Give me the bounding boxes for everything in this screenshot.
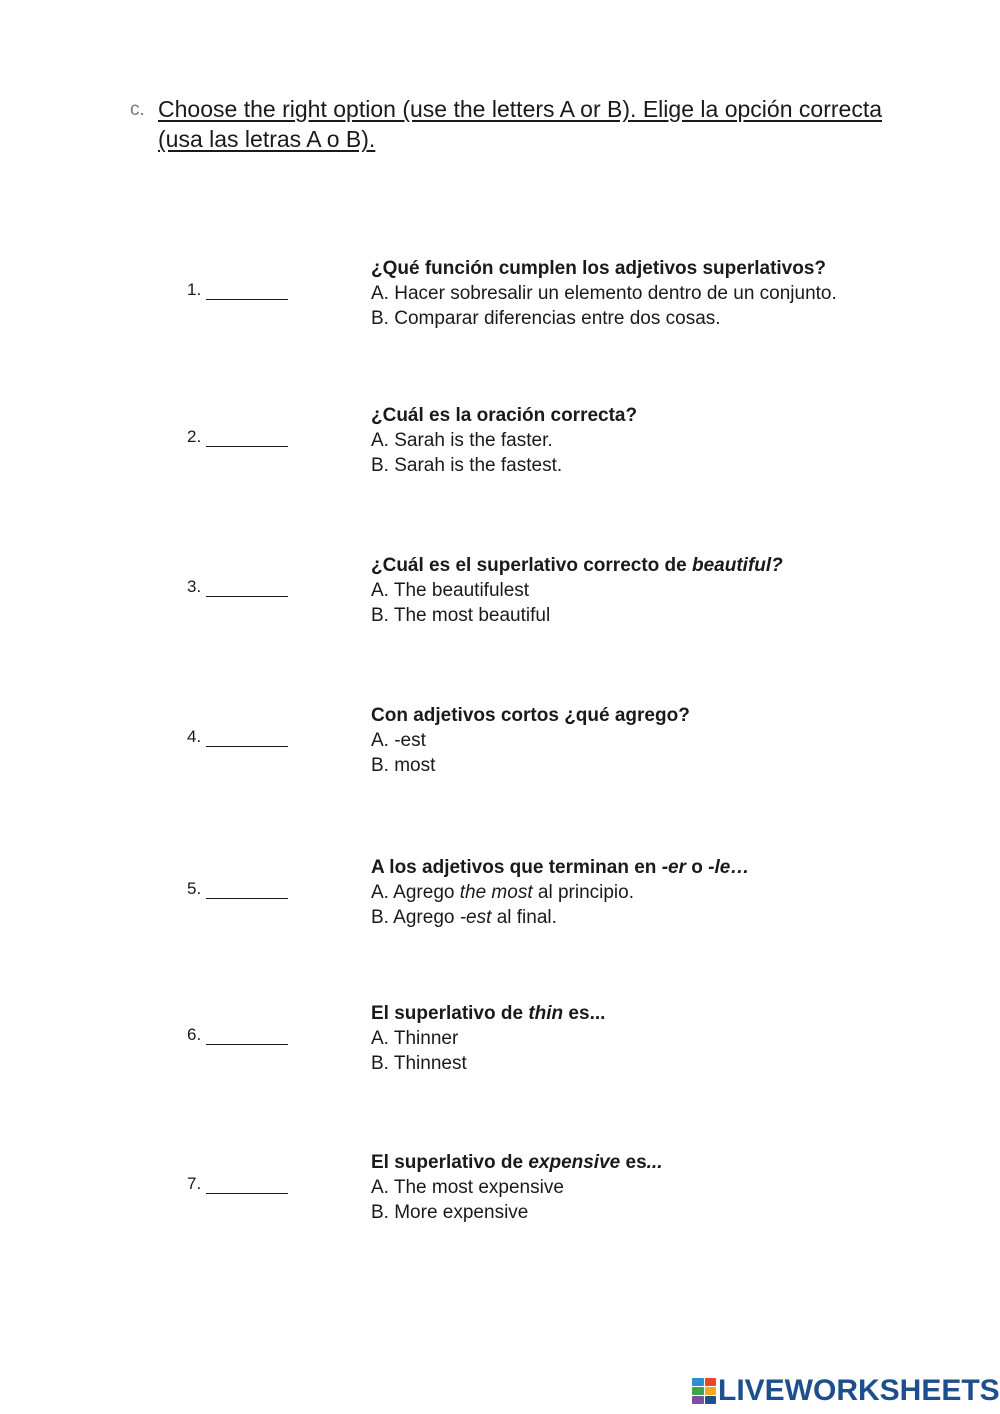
option-a: A. The most expensive bbox=[371, 1177, 564, 1198]
answer-slot bbox=[187, 280, 288, 300]
option-b: B. Sarah is the fastest. bbox=[371, 455, 563, 476]
option-a: A. Thinner bbox=[371, 1028, 459, 1049]
option-b: B. Agrego -est al final. bbox=[371, 907, 557, 928]
answer-blank[interactable] bbox=[206, 1177, 288, 1194]
question-block bbox=[371, 1001, 605, 1076]
answer-blank[interactable] bbox=[206, 430, 288, 447]
question-title: ¿Cuál es la oración correcta? bbox=[371, 405, 638, 426]
question-title: El superlativo de thin es... bbox=[371, 1003, 606, 1024]
answer-blank[interactable] bbox=[206, 283, 288, 300]
question-title: ¿Qué función cumplen los adjetivos superlativos? bbox=[371, 258, 827, 279]
question-block bbox=[371, 855, 749, 930]
question-title: Con adjetivos cortos ¿qué agrego? bbox=[371, 705, 690, 726]
liveworksheets-brand bbox=[692, 1374, 1000, 1408]
answer-blank[interactable] bbox=[206, 730, 288, 747]
logo-tile bbox=[705, 1396, 717, 1404]
question-title: El superlativo de expensive es... bbox=[371, 1152, 663, 1173]
question-number: 7. bbox=[187, 1174, 202, 1193]
logo-tile bbox=[692, 1387, 704, 1395]
option-a: A. -est bbox=[371, 730, 426, 751]
answer-slot bbox=[187, 1174, 288, 1194]
answer-blank[interactable] bbox=[206, 1028, 288, 1045]
question-block bbox=[371, 403, 637, 478]
option-a: A. The beautifulest bbox=[371, 580, 530, 601]
option-b: B. Comparar diferencias entre dos cosas. bbox=[371, 308, 721, 329]
brand-text: LIVEWORKSHEETS bbox=[718, 1374, 1000, 1407]
answer-slot bbox=[187, 879, 288, 899]
question-block bbox=[371, 1150, 663, 1225]
option-a: A. Agrego the most al principio. bbox=[371, 882, 634, 903]
question-item bbox=[0, 403, 1000, 483]
question-item bbox=[0, 256, 1000, 336]
question-block bbox=[371, 256, 837, 331]
question-item bbox=[0, 703, 1000, 783]
logo-tile bbox=[705, 1387, 717, 1395]
question-item bbox=[0, 1001, 1000, 1081]
question-number: 5. bbox=[187, 879, 202, 898]
answer-slot bbox=[187, 1025, 288, 1045]
option-a: A. Sarah is the faster. bbox=[371, 430, 553, 451]
question-number: 1. bbox=[187, 280, 202, 299]
question-item bbox=[0, 553, 1000, 633]
option-b: B. More expensive bbox=[371, 1202, 529, 1223]
logo-tile bbox=[705, 1378, 717, 1386]
option-b: B. The most beautiful bbox=[371, 605, 551, 626]
question-block bbox=[371, 553, 783, 628]
question-number: 6. bbox=[187, 1025, 202, 1044]
question-title: A los adjetivos que terminan en -er o -le… bbox=[371, 857, 750, 878]
question-number: 4. bbox=[187, 727, 202, 746]
option-b: B. Thinnest bbox=[371, 1053, 467, 1074]
liveworksheets-logo-icon bbox=[692, 1378, 716, 1404]
logo-tile bbox=[692, 1378, 704, 1386]
option-a: A. Hacer sobresalir un elemento dentro de un conjunto. bbox=[371, 283, 837, 304]
instruction-marker: c. bbox=[130, 99, 145, 120]
option-b: B. most bbox=[371, 755, 436, 776]
question-item bbox=[0, 1150, 1000, 1230]
instruction bbox=[130, 94, 882, 154]
question-block bbox=[371, 703, 690, 778]
question-number: 2. bbox=[187, 427, 202, 446]
question-number: 3. bbox=[187, 577, 202, 596]
answer-slot bbox=[187, 427, 288, 447]
answer-slot bbox=[187, 727, 288, 747]
logo-tile bbox=[692, 1396, 704, 1404]
question-item bbox=[0, 855, 1000, 935]
answer-blank[interactable] bbox=[206, 580, 288, 597]
answer-slot bbox=[187, 577, 288, 597]
answer-blank[interactable] bbox=[206, 882, 288, 899]
question-title: ¿Cuál es el superlativo correcto de beautiful? bbox=[371, 555, 783, 576]
instruction-text: Choose the right option (use the letters A or B). Elige la opción correcta (usa las letras A o B). bbox=[158, 96, 882, 152]
